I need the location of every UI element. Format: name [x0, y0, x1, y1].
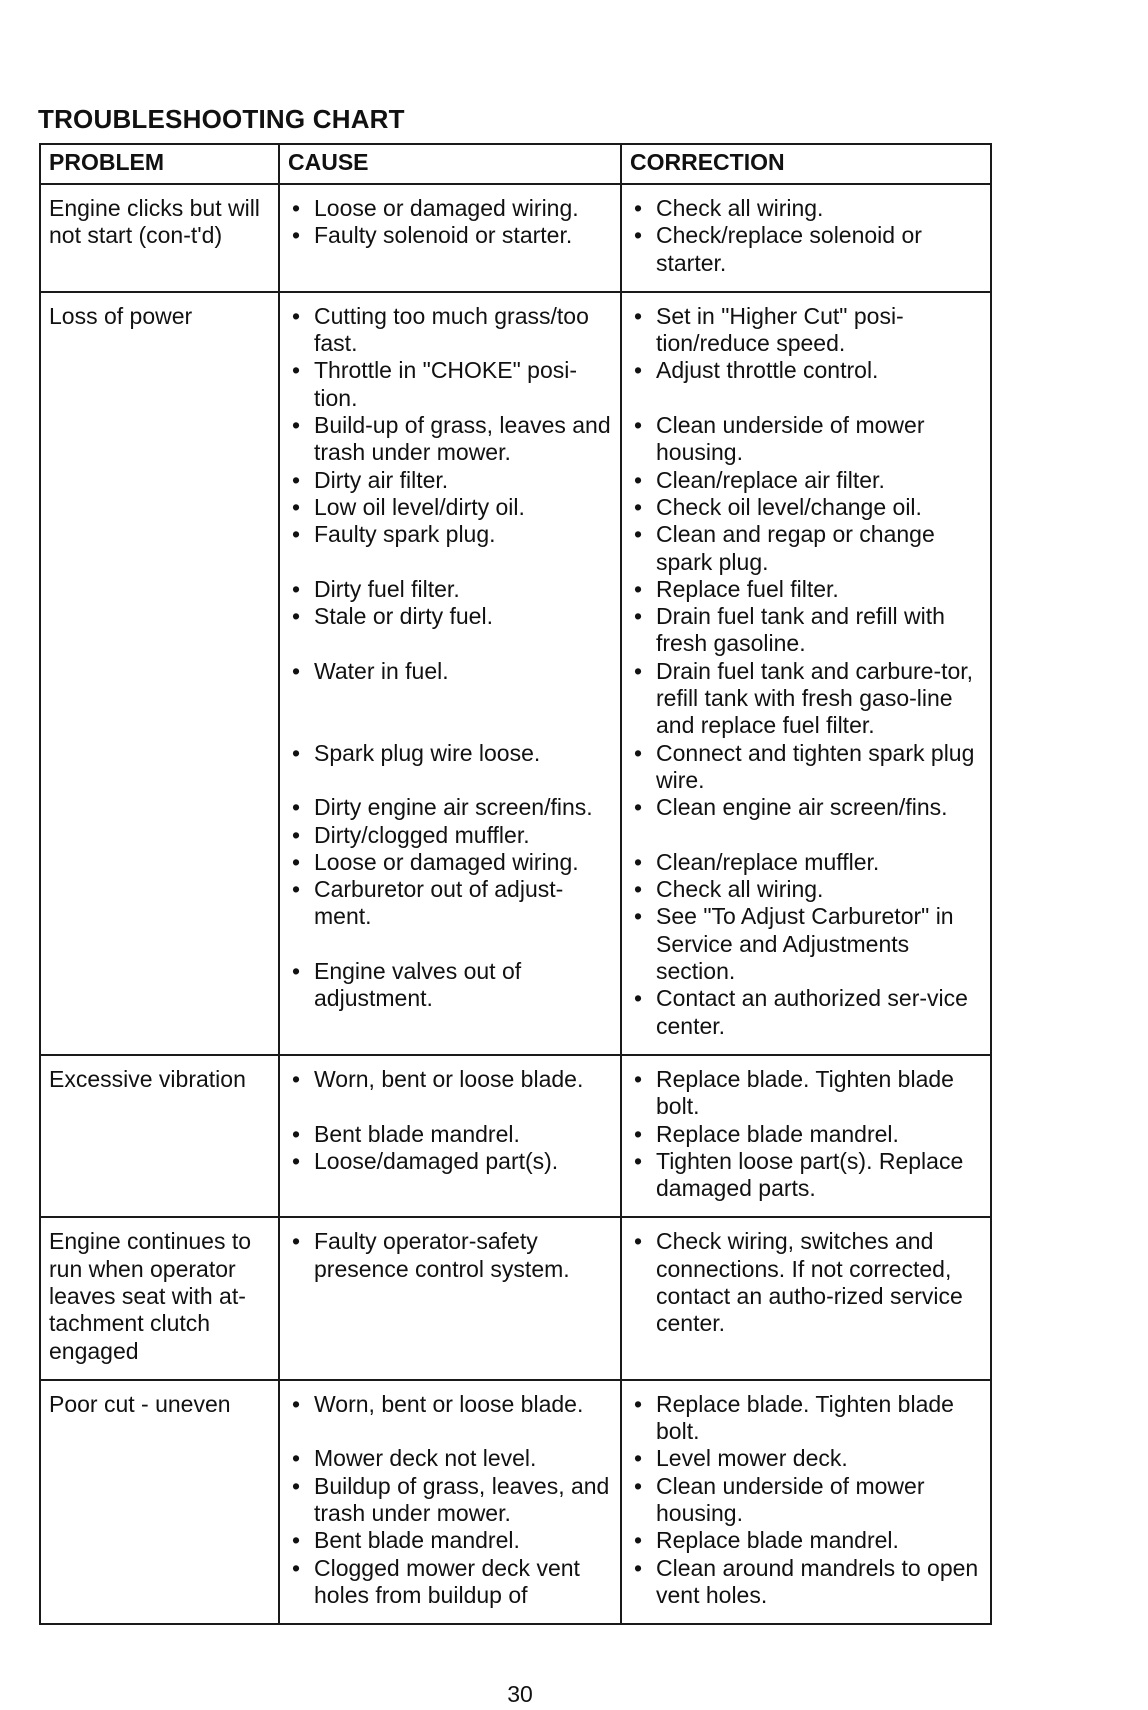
cause-cell	[279, 184, 621, 292]
cause-item: • Loose/damaged part(s).	[288, 1148, 612, 1175]
correction-item: • Check wiring, switches and connections. If not corrected, contact an autho-rized service center.	[630, 1228, 982, 1337]
cause-item: • Low oil level/dirty oil.	[288, 494, 612, 521]
correction-item: • Level mower deck.	[630, 1445, 982, 1472]
cause-item: • Stale or dirty fuel.	[288, 603, 612, 630]
cause-item: • Bent blade mandrel.	[288, 1527, 612, 1554]
correction-item: • Drain fuel tank and carbure-tor, refill tank with fresh gaso-line and replace fuel filter.	[630, 658, 982, 740]
cause-cell	[279, 1380, 621, 1624]
cause-item: • Faulty spark plug.	[288, 521, 612, 548]
correction-cell	[621, 1380, 991, 1624]
cause-item: • Throttle in "CHOKE" posi-tion.	[288, 357, 612, 412]
cause-cell	[279, 1055, 621, 1217]
header-problem: PROBLEM	[40, 144, 279, 184]
cause-cell	[279, 292, 621, 1055]
header-cause: CAUSE	[279, 144, 621, 184]
correction-item: • Clean engine air screen/fins.	[630, 794, 982, 821]
troubleshooting-table	[39, 143, 992, 1625]
correction-item: • Replace blade. Tighten blade bolt.	[630, 1391, 982, 1446]
cause-cell	[279, 1217, 621, 1379]
correction-item: • Clean around mandrels to open vent holes.	[630, 1555, 982, 1610]
problem-cell: Loss of power	[40, 292, 279, 1055]
correction-item: • Contact an authorized ser-vice center.	[630, 985, 982, 1040]
correction-item: • Replace fuel filter.	[630, 576, 982, 603]
correction-item: • Replace blade mandrel.	[630, 1527, 982, 1554]
correction-item: • Tighten loose part(s). Replace damaged parts.	[630, 1148, 982, 1203]
cause-item: • Engine valves out of adjustment.	[288, 958, 612, 1013]
correction-item: • Check all wiring.	[630, 195, 982, 222]
chart-title: TROUBLESHOOTING CHART	[38, 104, 405, 134]
correction-item: • Check/replace solenoid or starter.	[630, 222, 982, 277]
cause-item: • Faulty solenoid or starter.	[288, 222, 612, 249]
correction-cell	[621, 1055, 991, 1217]
problem-cell: Engine continues to run when operator leaves seat with at-tachment clutch engaged	[40, 1217, 279, 1379]
problem-cell: Excessive vibration	[40, 1055, 279, 1217]
table-row	[40, 1217, 991, 1379]
cause-item: • Bent blade mandrel.	[288, 1121, 612, 1148]
correction-item: • Clean underside of mower housing.	[630, 1473, 982, 1528]
cause-item: • Water in fuel.	[288, 658, 612, 685]
cause-item: • Dirty fuel filter.	[288, 576, 612, 603]
table-row	[40, 292, 991, 1055]
problem-cell: Engine clicks but will not start (con-t'd)	[40, 184, 279, 292]
problem-cell: Poor cut - uneven	[40, 1380, 279, 1624]
correction-item: • Connect and tighten spark plug wire.	[630, 740, 982, 795]
cause-item: • Dirty engine air screen/fins.	[288, 794, 612, 821]
correction-item: • Replace blade mandrel.	[630, 1121, 982, 1148]
page-number: 30	[507, 1681, 533, 1707]
cause-item: • Carburetor out of adjust-ment.	[288, 876, 612, 931]
correction-item: • See "To Adjust Carburetor" in Service and Adjustments section.	[630, 903, 982, 985]
table-row	[40, 1380, 991, 1624]
header-correction: CORRECTION	[621, 144, 991, 184]
correction-item: • Check all wiring.	[630, 876, 982, 903]
correction-item: • Set in "Higher Cut" posi-tion/reduce speed.	[630, 303, 982, 358]
cause-item: • Worn, bent or loose blade.	[288, 1391, 612, 1418]
cause-item: • Worn, bent or loose blade.	[288, 1066, 612, 1093]
cause-item: • Clogged mower deck vent holes from buildup of	[288, 1555, 612, 1610]
correction-item: • Drain fuel tank and refill with fresh gasoline.	[630, 603, 982, 658]
cause-item: • Loose or damaged wiring.	[288, 195, 612, 222]
correction-cell	[621, 1217, 991, 1379]
cause-item: • Faulty operator-safety presence control system.	[288, 1228, 612, 1283]
table-row	[40, 1055, 991, 1217]
correction-cell	[621, 292, 991, 1055]
cause-item: • Loose or damaged wiring.	[288, 849, 612, 876]
correction-cell	[621, 184, 991, 292]
correction-item: • Clean and regap or change spark plug.	[630, 521, 982, 576]
header-row	[40, 144, 991, 184]
correction-item: • Check oil level/change oil.	[630, 494, 982, 521]
cause-item: • Dirty air filter.	[288, 467, 612, 494]
correction-item: • Clean/replace air filter.	[630, 467, 982, 494]
correction-item: • Clean/replace muffler.	[630, 849, 982, 876]
cause-item: • Mower deck not level.	[288, 1445, 612, 1472]
cause-item: • Cutting too much grass/too fast.	[288, 303, 612, 358]
cause-item: • Build-up of grass, leaves and trash under mower.	[288, 412, 612, 467]
correction-item: • Replace blade. Tighten blade bolt.	[630, 1066, 982, 1121]
cause-item: • Buildup of grass, leaves, and trash under mower.	[288, 1473, 612, 1528]
correction-item: • Adjust throttle control.	[630, 357, 982, 384]
cause-item: • Dirty/clogged muffler.	[288, 822, 612, 849]
correction-item: • Clean underside of mower housing.	[630, 412, 982, 467]
table-row	[40, 184, 991, 292]
cause-item: • Spark plug wire loose.	[288, 740, 612, 767]
